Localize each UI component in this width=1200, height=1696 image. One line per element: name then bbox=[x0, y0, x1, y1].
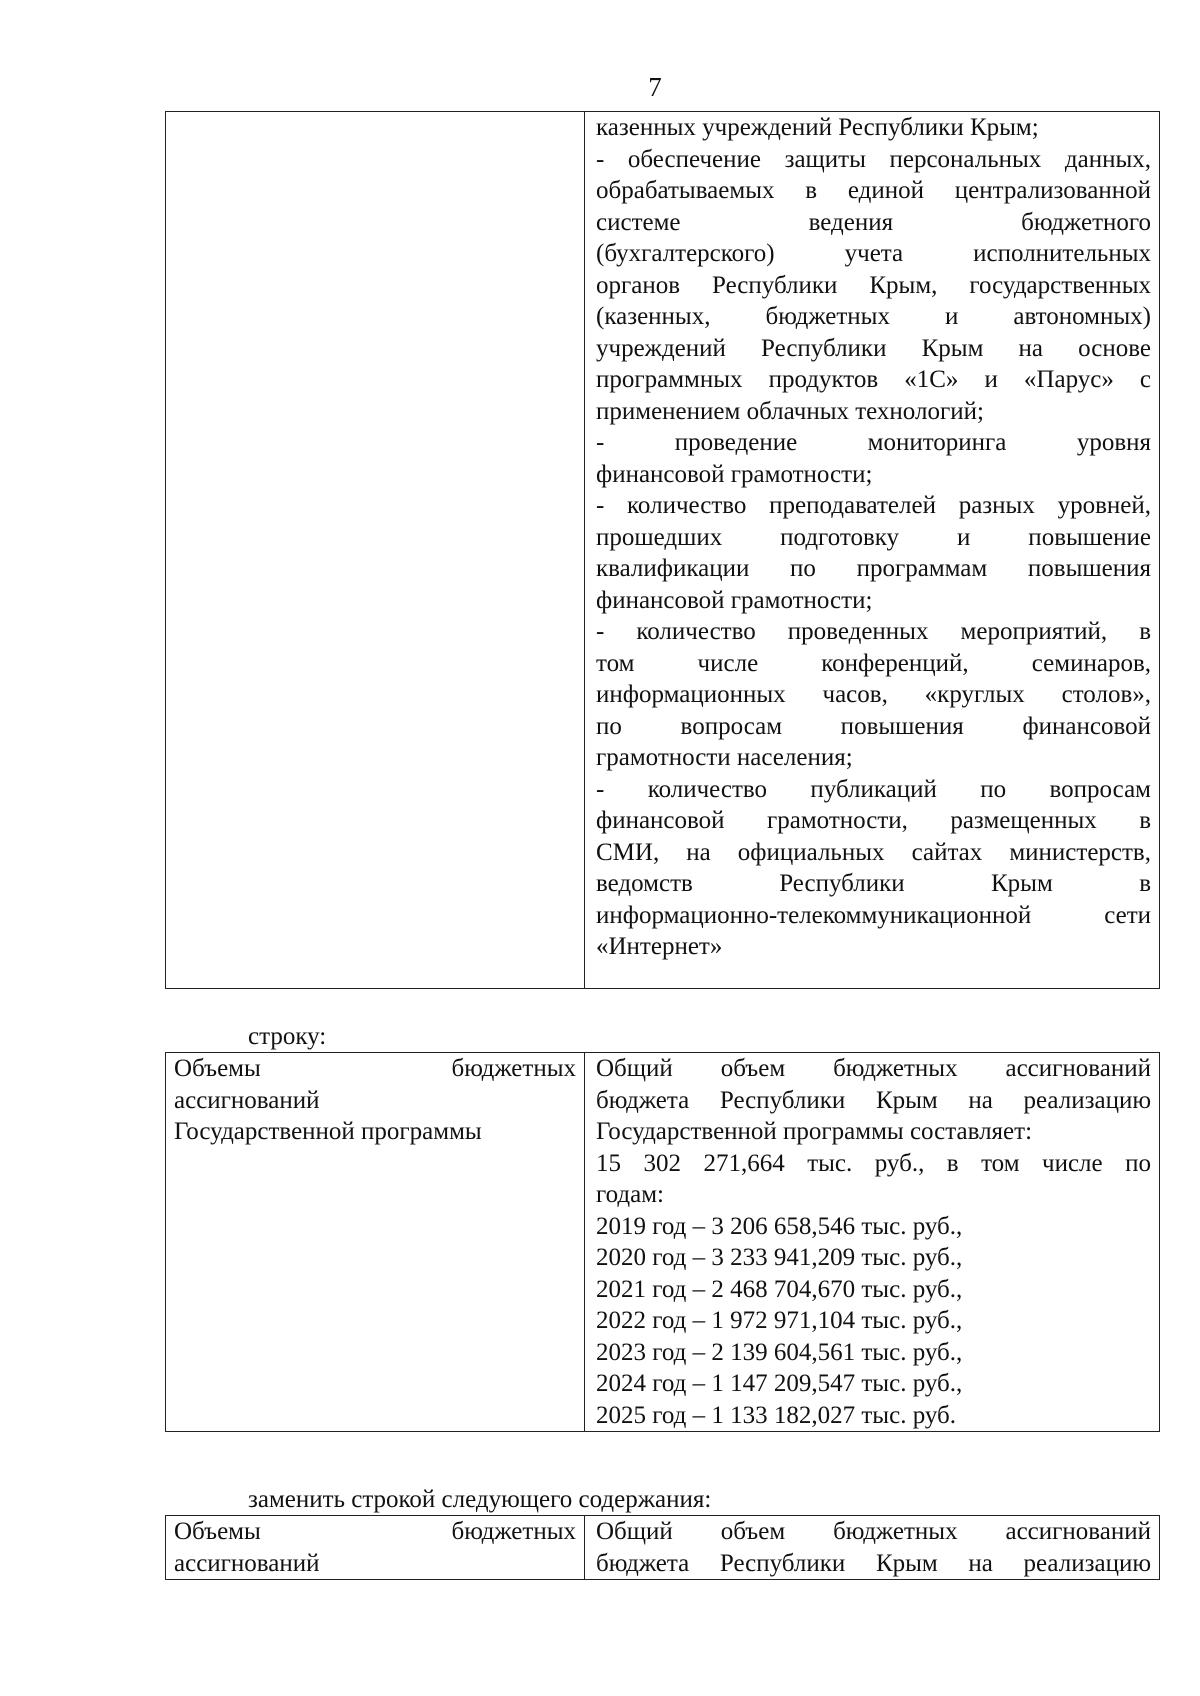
budget-year-line: 2024 год – 1 147 209,547 тыс. руб., bbox=[596, 1370, 963, 1397]
text-line: СМИ, на официальных сайтах министерств, bbox=[596, 838, 1151, 866]
text-line: финансовой грамотности, размещенных в bbox=[596, 807, 1151, 834]
text-line: по вопросам повышения финансовой bbox=[596, 712, 1151, 740]
text-line: финансовой грамотности; bbox=[596, 460, 873, 488]
text-line: учреждений Республики Крым на основе bbox=[596, 334, 1151, 362]
text-line: Общий объем бюджетных ассигнований bbox=[596, 1518, 1151, 1545]
table-cell-right bbox=[585, 1516, 1160, 1580]
text-line: бюджета Республики Крым на реализацию bbox=[596, 1086, 1151, 1114]
budget-year-line: 2023 год – 2 139 604,561 тыс. руб., bbox=[596, 1338, 963, 1366]
table-row bbox=[166, 1516, 1160, 1580]
text-line: Объемы бюджетных bbox=[174, 1518, 576, 1545]
budget-year-line: 2025 год – 1 133 182,027 тыс. руб. bbox=[596, 1401, 957, 1429]
text-line: обрабатываемых в единой централизованной bbox=[596, 177, 1151, 204]
page-number: 7 bbox=[648, 72, 662, 102]
text-line: (бухгалтерского) учета исполнительных bbox=[596, 240, 1151, 267]
text-line: - проведение мониторинга уровня bbox=[596, 429, 1151, 456]
caption-string: строку: bbox=[248, 1023, 327, 1050]
budget-year-line: 2021 год – 2 468 704,670 тыс. руб., bbox=[596, 1275, 963, 1303]
text-line: Общий объем бюджетных ассигнований bbox=[596, 1055, 1151, 1082]
text-line: (казенных, бюджетных и автономных) bbox=[596, 303, 1151, 330]
text-line: ведомств Республики Крым в bbox=[596, 870, 1151, 897]
table-targets-continued bbox=[165, 111, 1160, 989]
text-line: Объемы бюджетных bbox=[174, 1055, 576, 1082]
text-line: - обеспечение защиты персональных данных, bbox=[596, 145, 1151, 173]
table-row bbox=[166, 1053, 1160, 1432]
text-line: годам: bbox=[596, 1181, 664, 1208]
text-line: бюджета Республики Крым на реализацию bbox=[596, 1549, 1151, 1577]
table-cell-right bbox=[585, 112, 1160, 989]
text-line: том числе конференций, семинаров, bbox=[596, 649, 1151, 677]
text-line: прошедших подготовку и повышение bbox=[596, 523, 1151, 551]
text-line: 15 302 271,664 тыс. руб., в том числе по bbox=[596, 1149, 1151, 1177]
text-line: программных продуктов «1С» и «Парус» с bbox=[596, 366, 1151, 393]
table-budget-current bbox=[165, 1052, 1160, 1432]
text-line: ассигнований bbox=[174, 1549, 320, 1577]
table-budget-new bbox=[165, 1515, 1160, 1580]
text-line: финансовой грамотности; bbox=[596, 586, 873, 614]
text-line: применением облачных технологий; bbox=[596, 397, 984, 425]
text-line: системе ведения бюджетного bbox=[596, 208, 1151, 236]
table-cell-left-empty bbox=[166, 112, 585, 989]
text-line: Государственной программы bbox=[174, 1118, 482, 1145]
text-line: - количество публикаций по вопросам bbox=[596, 775, 1151, 803]
budget-year-line: 2022 год – 1 972 971,104 тыс. руб., bbox=[596, 1307, 963, 1334]
text-line: Государственной программы составляет: bbox=[596, 1118, 1033, 1145]
table-cell-right bbox=[585, 1053, 1160, 1432]
budget-year-line: 2020 год – 3 233 941,209 тыс. руб., bbox=[596, 1244, 963, 1271]
text-line: казенных учреждений Республики Крым; bbox=[596, 114, 1039, 141]
table-cell-left bbox=[166, 1516, 585, 1580]
caption-replace: заменить строкой следующего содержания: bbox=[248, 1486, 712, 1513]
text-line: ассигнований bbox=[174, 1086, 320, 1114]
text-line: грамотности населения; bbox=[596, 744, 853, 771]
text-line: информационных часов, «круглых столов», bbox=[596, 681, 1151, 708]
text-line: квалификации по программам повышения bbox=[596, 555, 1151, 582]
text-line: органов Республики Крым, государственных bbox=[596, 271, 1151, 299]
table-row bbox=[166, 112, 1160, 989]
text-line: - количество проведенных мероприятий, в bbox=[596, 618, 1151, 645]
text-line: информационно-телекоммуникационной сети bbox=[596, 901, 1151, 929]
text-line: - количество преподавателей разных уровней, bbox=[596, 492, 1151, 519]
text-line: «Интернет» bbox=[596, 933, 723, 960]
budget-year-line: 2019 год – 3 206 658,546 тыс. руб., bbox=[596, 1212, 963, 1240]
table-cell-left bbox=[166, 1053, 585, 1432]
